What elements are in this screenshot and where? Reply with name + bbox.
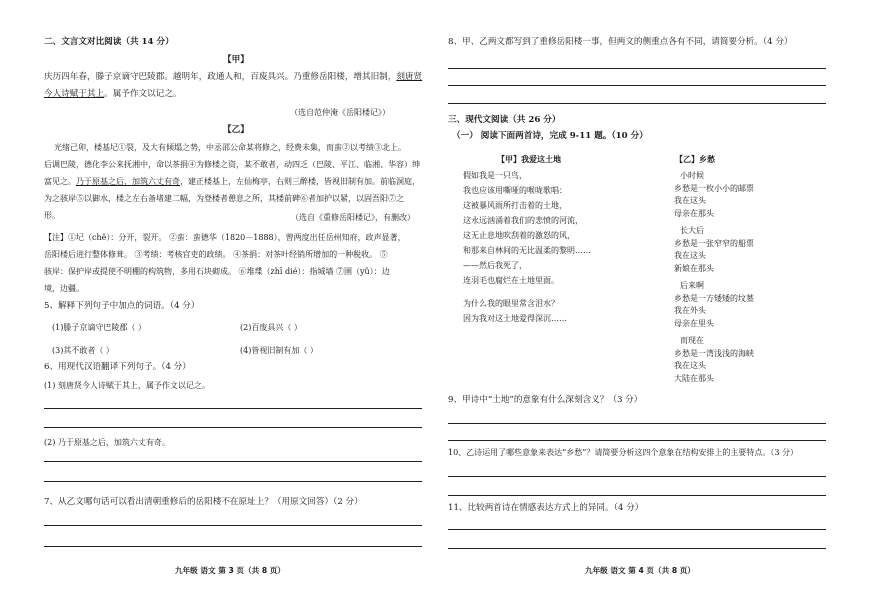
question-10: 10、乙诗运用了哪些意象来表达“乡愁”？请简要分析这四个意象在结构安排上的主要特点。（3 分） <box>448 448 798 457</box>
passage-yi-source: （选自《重修岳阳楼记》，有删改） <box>291 213 415 222</box>
answer-line[interactable] <box>448 440 826 441</box>
question-5-item-1[interactable]: (1)滕子京谪守巴陵郡（ ） <box>52 323 146 332</box>
question-5: 5、解释下列句子中加点的词语。（4 分） <box>44 301 200 311</box>
poem-jia-line: 和那来自林间的无比温柔的黎明…… <box>463 246 591 255</box>
poem-yi-line: 而现在 <box>680 336 704 345</box>
notes-line-3: 骇岸：保护岸或提使不明棚的构筑物，多用石块砌成。 ⑥堆堞（zhī dié）：指城墙 ⑦圉（yǔ）：边 <box>44 267 390 276</box>
answer-line[interactable] <box>44 481 422 482</box>
page-footer-right: 九年级 语文 第 4 页（共 8 页） <box>585 566 695 575</box>
notes-line-2: 岳阳楼后进行整体修葺。 ③考绩：考核官吏的政绩。 ④茶捐：对茶叶经销所增加的一种税收。 ⑤ <box>44 250 388 259</box>
poem-yi-line: 长大后 <box>680 226 704 235</box>
passage-yi-line-5: 形。 <box>44 211 60 220</box>
answer-line[interactable] <box>448 423 826 424</box>
poem-yi-line: 母亲在里头 <box>674 318 714 328</box>
poem-jia-title: 【甲】我爱这土地 <box>497 154 561 164</box>
answer-line[interactable] <box>44 546 422 547</box>
answer-line[interactable] <box>44 525 422 526</box>
right-page <box>435 0 870 602</box>
notes-line-1: 【注】①圮（chě）：分开，裂开。 ②蛮：蛮德华（1820－1888），曾两度出任岳州知府，政声显著， <box>44 233 406 242</box>
poem-jia-line: 我也应该用嘶哑的喉咙歌唱： <box>463 186 567 195</box>
passage-jia-line-2: 今人诗赋于其上。属予作文以记之。 <box>44 89 182 99</box>
section-heading-modern: 三、现代文阅读（共 26 分） <box>448 115 561 125</box>
passage-jia-line-1: 庆历四年春，滕子京谪守巴陵郡。越明年，政通人和，百废具兴。乃重修岳阳楼，增其旧制，刻唐贤 <box>44 72 423 82</box>
poem-jia-line: 因为我对这土地爱得深沉…… <box>463 314 567 323</box>
poem-jia-line: ——然后我死了， <box>463 261 527 270</box>
question-6: 6、用现代汉语翻译下列句子。（4 分） <box>44 362 191 372</box>
passage-yi-line-2: 后调巴陵，德化李公来抚湘中，命以茶捐④为修楼之资，某不敢者，动四乏（巴陵、平江、临湘、华容）绅 <box>44 160 420 169</box>
poem-yi-line: 小时候 <box>680 171 704 180</box>
poem-yi-line: 乡愁是一枚小小的邮票 <box>674 183 754 193</box>
question-5-item-4[interactable]: (4)皆视旧制有加（ ） <box>240 346 318 355</box>
notes-line-4: 境，边疆。 <box>44 284 84 293</box>
poem-jia-line: 为什么我的眼里常含泪水？ <box>463 299 559 308</box>
answer-line[interactable] <box>448 548 826 549</box>
poem-yi-line: 后来啊 <box>680 281 704 290</box>
poem-yi-line: 我在这头 <box>674 251 706 260</box>
sub-heading-poems: （一） 阅读下面两首诗，完成 9-11 题。（10 分） <box>452 131 648 141</box>
poem-yi-line: 母亲在那头 <box>674 208 714 218</box>
question-9: 9、甲诗中“土地”的意象有什么深刻含义？（3 分） <box>448 395 643 405</box>
poem-yi-line: 我在这头 <box>674 361 706 370</box>
answer-line[interactable] <box>448 103 826 104</box>
question-11: 11、比较两首诗在情感表达方式上的异同。（4 分） <box>448 503 644 513</box>
poem-jia-line: 连羽毛也腐烂在土地里面。 <box>463 276 559 285</box>
answer-line[interactable] <box>448 85 826 86</box>
question-6-item-2: (2) 乃于原基之后，加筑六丈有奇。 <box>44 438 170 447</box>
question-8: 8、甲、乙两文都写到了重修岳阳楼一事，但两文的侧重点各有不同，请简要分析。（4 分） <box>448 37 793 47</box>
answer-line[interactable] <box>448 476 826 477</box>
answer-line[interactable] <box>448 68 826 69</box>
poem-yi-line: 乡愁是一张窄窄的船票 <box>674 238 754 248</box>
poem-yi-title: 【乙】乡愁 <box>675 154 715 164</box>
answer-line[interactable] <box>448 495 826 496</box>
question-5-item-2[interactable]: (2)百废具兴（ ） <box>240 323 302 332</box>
answer-line[interactable] <box>44 427 422 428</box>
poem-yi-line: 我在这头 <box>674 196 706 205</box>
passage-yi-line-4: 为之骇岸⑤以御水，楼之左右备堵建二幅，为登楼者憩息之所，其楼前碑⑥者加护以紧，以固吾阳⑦之 <box>44 194 404 203</box>
passage-yi-label: 【乙】 <box>223 125 249 135</box>
question-7: 7、从乙文哪句话可以看出清朝重修后的岳阳楼不在原址上？（用原文回答）（2 分） <box>44 497 363 507</box>
poem-yi-line: 乡愁是一方矮矮的坟墓 <box>674 293 754 303</box>
poem-jia-line: 这永远汹涌着我们的悲愤的河流， <box>463 216 583 225</box>
poem-yi-line: 大陆在那头 <box>674 373 714 383</box>
passage-jia-label: 【甲】 <box>223 55 249 65</box>
section-heading-classical: 二、文言文对比阅读（共 14 分） <box>44 37 174 47</box>
poem-jia-line: 假如我是一只鸟， <box>463 171 527 180</box>
poem-yi-line: 新娘在那头 <box>674 263 714 273</box>
passage-yi-line-3: 富见之。乃于原基之后，加筑六丈有奇，建正楼基上，左仙梅亭，右则三醉楼，皆视旧制有加。前临洞庭， <box>44 177 420 186</box>
answer-line[interactable] <box>448 529 826 530</box>
question-5-item-3[interactable]: (3)其不敢者（ ） <box>52 346 114 355</box>
passage-yi-line-1: 光绪己卯，楼基圮①裂，及大有倾塌之势，中丞邵公命某将修之，经费未集，而蛮②以考绩③北上。 <box>54 143 406 152</box>
poem-jia-line: 这被暴风雨所打击着的土地， <box>463 201 567 210</box>
poem-yi-line: 我在外头 <box>674 306 706 315</box>
page-footer-left: 九年级 语文 第 3 页（共 8 页） <box>175 566 285 575</box>
poem-jia-line: 这无止息地吹刮着的激怒的风， <box>463 231 575 240</box>
passage-jia-source: （选自范仲淹《岳阳楼记》） <box>290 108 390 117</box>
poem-yi-line: 乡愁是一湾浅浅的海峡 <box>674 348 754 358</box>
question-6-item-1: (1) 刻唐贤今人诗赋于其上，属予作文以记之。 <box>44 381 210 390</box>
answer-line[interactable] <box>44 408 422 409</box>
answer-line[interactable] <box>44 461 422 462</box>
